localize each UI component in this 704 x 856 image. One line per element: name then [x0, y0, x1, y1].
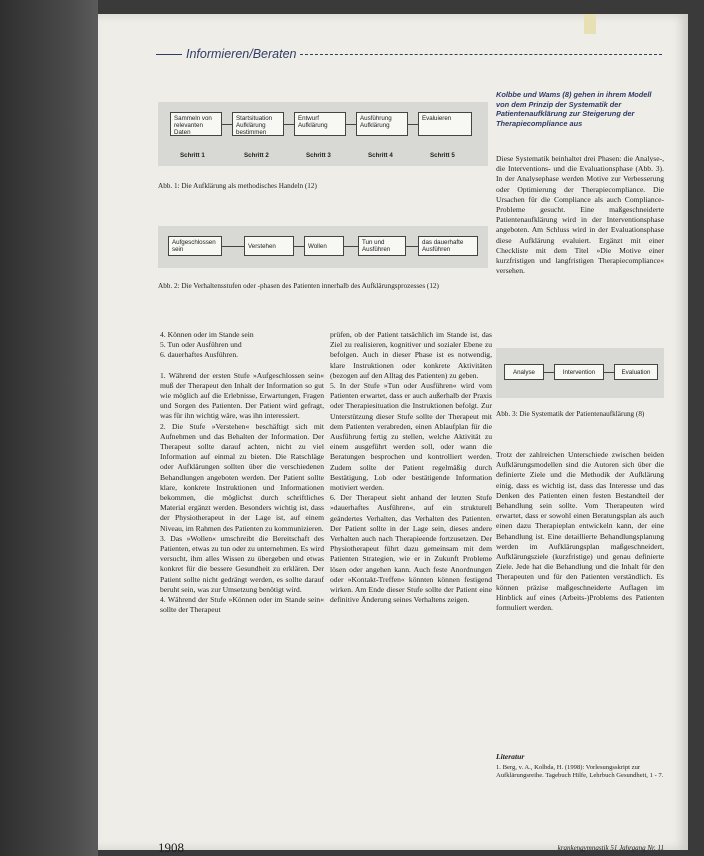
book-spine-shadow	[0, 0, 98, 856]
figure-1-flowchart	[158, 102, 488, 166]
body-column-1	[160, 330, 324, 615]
flow-box: Analyse	[504, 364, 544, 380]
flow-connector	[408, 124, 418, 125]
flow-box: Evaluation	[614, 364, 658, 380]
literature-heading: Literatur	[496, 752, 525, 761]
figure-1-caption: Abb. 1: Die Aufklärung als methodisches Handeln (12)	[158, 182, 317, 190]
figure-3-caption: Abb. 3: Die Systematik der Patientenaufklärung (8)	[496, 410, 645, 418]
flow-box: Ausführung Aufklärung	[356, 112, 408, 136]
section-title: Informieren/Beraten	[186, 47, 297, 61]
document-page	[98, 14, 688, 855]
flow-box: Evaluieren	[418, 112, 472, 136]
flow-box: Sammeln von relevanten Daten	[170, 112, 222, 136]
body-text: prüfen, ob der Patient tatsächlich im Stande ist, das Ziel zu realisieren, kognitiver und sozialer Ebene zu befolgen. Auch in dieser Phase ist es notwendig, klare Instruktionen oder konkrete Aktivitäten (bezogen auf den Alltag des Patienten) zu geben. 5. In der Stufe »Tun oder Ausführen« wird vom Patienten erwartet, dass er auch außerhalb der Praxis oder Therapiesituation die Instruktionen befolgt. Zur Unterstützung dieser Stufe sollte der Therapeut mit dem Patienten verabreden, einen Ablaufplan für die Ausführung fertig zu stellen, welche Aktivität zu einem ausgeführt werden soll, oder wann die Beratungen besprochen und kontrolliert werden. Zudem sollte der Patient regelmäßig durch Bestätigung, Lob oder bestätigende Information motiviert werden. 6. Der Therapeut sieht anhand der letzten Stufe »dauerhaftes Ausführen«, auf ein strukturell geändertes Verhalten, das Verhalten des Patienten. Der Patient sollte in der Lage sein, dieses andere Verhalten auch nach Therapieende fortzusetzen. Der Physiotherapeut führt dazu gemeinsam mit dem Patienten Strategien, wie er in Zukunft Probleme lösen oder angehen kann. Auch feste Anordnungen oder »Kontakt-Treffen« könnten können festigend wirken. Am Ende dieser Stufe sollte der Patient eine definitive Änderung seines Verhaltens zeigen.	[330, 330, 492, 605]
flow-box: Wollen	[304, 236, 344, 256]
sidebar-heading: Kolbbe und Wams (8) gehen in ihrem Modell von dem Prinzip der Systematik der Patientenaufklärung zur Steigerung der Therapiecompliance aus	[496, 90, 652, 128]
figure-2-flowchart	[158, 226, 488, 268]
flow-box: Verstehen	[244, 236, 294, 256]
stage-list: 4. Können oder im Stande sein 5. Tun oder Ausführen und 6. dauerhaftes Ausführen.	[160, 330, 254, 360]
flow-box: Startsituation Aufklärung bestimmen	[232, 112, 284, 136]
flow-connector	[544, 372, 554, 373]
literature-entry: 1. Berg, v. A., Kolbda, H. (1998): Vorlesungsskript zur Aufklärungsreihe. Tagebuch Hilfe, Lehrbuch Gesundheit, 1 - 7.	[496, 764, 664, 780]
header-rule-left	[156, 54, 182, 55]
figure-2-caption: Abb. 2: Die Verhaltensstufen oder -phasen des Patienten innerhalb des Aufklärungsprozesses (12)	[158, 282, 439, 290]
flow-box: Tun und Ausführen	[358, 236, 406, 256]
page-number: 1908	[158, 840, 184, 855]
body-column-3-continued	[496, 450, 664, 613]
step-label: Schritt 3	[306, 152, 331, 159]
flow-box: Aufgeschlossen sein	[168, 236, 222, 256]
flow-connector	[406, 246, 418, 247]
journal-footer: krankengymnastik 51 Jahrgang Nr. 11	[557, 844, 664, 852]
step-label: Schritt 2	[244, 152, 269, 159]
flow-connector	[346, 124, 356, 125]
flow-connector	[344, 246, 358, 247]
body-text: Trotz der zahlreichen Unterschiede zwischen beiden Aufklärungsmodellen sind die Autoren sich über die definierte Ziele und die Methodik der Aufklärung einig, dass es wichtig ist, dass das Interesse und das Denken des Patienten einen festen Bestandteil der Behandlung sein sollte. Vom Therapeuten wird erwartet, dass er sowohl einen Beratungsplan als auch einen dazu Therapieplan entwickeln kann, der eine Behandlung ist. Eine detaillierte Behandlungsplanung werden im Aufklärungsplan maßgeschneidert, Aufklärungsziele (kurzfristige) und genau definierte Ziele. Jede hat die Behandlung und die Inhalt für den Therapeuten und für den Patienten verständlich. Es können präzise maßgeschneiderte Auflagen im Hinblick auf eines (Arbeits-)Problems des Patienten formuliert werden.	[496, 450, 664, 613]
step-label: Schritt 5	[430, 152, 455, 159]
flow-connector	[294, 246, 304, 247]
flow-connector	[284, 124, 294, 125]
body-text: 1. Während der ersten Stufe »Aufgeschlossen sein« muß der Therapeut den Inhalt der Information so gut wie möglich auf die Erlebnisse, Erwartungen, Fragen und Sorgen des Patienten. Der Patient wird gefragt, was für ihn wichtig wäre, was ihn interessiert. 2. Die Stufe »Verstehen« beschäftigt sich mit Aufnehmen und das Behalten der Information. Der Therapeut sollte darauf achten, nicht zu viel Information auf einmal zu bieten. Die Ratschläge oder Aufklärungen sollten über die verschiedenen Behandlungen angeboten werden. Der Patient sollte klare, konkrete Instruktionen und Informationen bekommen, die möglichst durch schriftliches Material ergänzt werden. Besonders wichtig ist, dass der Physiotherapeut in der Lage ist, auf einem Niveau, im Rahmen des Patienten zu kommunizieren. 3. Das »Wollen« umschreibt die Bereitschaft des Patienten, etwas zu tun oder zu unternehmen. Es wird versucht, ihm alles Wissen zu übergeben und etwas konkret für die bessere Gesundheit zu erklären. Der Patient sollte nicht gedrängt werden, es sollte darauf beruht sein, was zur Umsetzung benötigt wird. 4. Während der Stufe »Können oder im Stande sein« sollte der Therapeut	[160, 370, 324, 615]
header-rule-right	[300, 54, 662, 55]
flow-connector	[222, 246, 244, 247]
flow-connector	[604, 372, 614, 373]
flow-box: Entwurf Aufklärung	[294, 112, 346, 136]
flow-box: Intervention	[554, 364, 604, 380]
flow-connector	[222, 124, 232, 125]
section-header	[156, 46, 662, 62]
body-column-3	[496, 154, 664, 276]
body-text: Diese Systematik beinhaltet drei Phasen: die Analyse-, die Interventions- und die Evaluationsphase (Abb. 3). In der Analysephase werden Motive zur Verbesserung oder Optimierung der Therapiecompliance. Die Ursachen für die Compliance als auch Compliance-Probleme gesucht. Eine maßgeschneiderte Patientenaufklärung wird in der Interventionsphase angeboten. Am Schluss wird in der Evaluationsphase diese Aufklärung evaluiert. Ergänzt mit einer Checkliste mit dem Titel »Die Motive einer kurzfristigen und langfristigen Therapiecompliance« versehen.	[496, 154, 664, 276]
step-label: Schritt 1	[180, 152, 205, 159]
step-label: Schritt 4	[368, 152, 393, 159]
bookmark-tab	[584, 14, 596, 34]
flow-box: das dauerhafte Ausführen	[418, 236, 478, 256]
figure-3-flowchart	[496, 348, 664, 398]
body-column-2	[330, 330, 492, 605]
